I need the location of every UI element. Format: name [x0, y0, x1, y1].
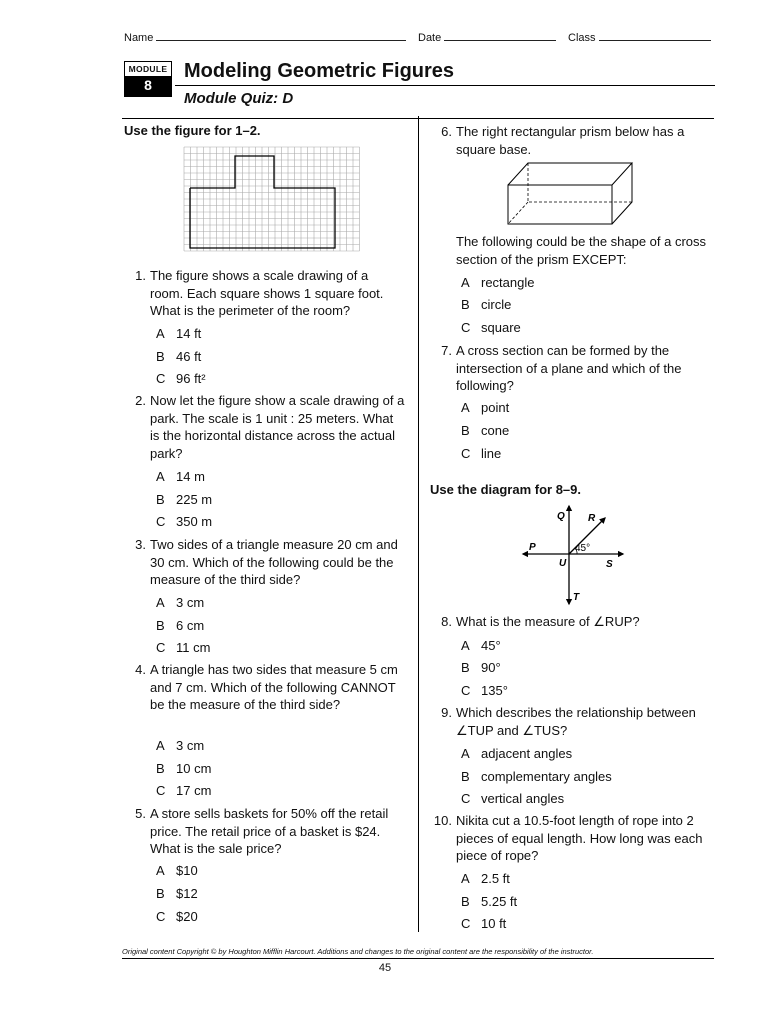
label-r: R	[588, 513, 596, 524]
q9-option-b[interactable]: B complementary angles	[461, 769, 612, 784]
q8-option-c[interactable]: C 135°	[461, 683, 508, 698]
q4-option-c[interactable]: C 17 cm	[156, 783, 212, 798]
room-outline	[190, 156, 335, 248]
label-u: U	[559, 558, 567, 569]
q9-option-a[interactable]: A adjacent angles	[461, 746, 573, 761]
title-rule	[175, 85, 715, 86]
left-lead: Use the figure for 1–2.	[124, 123, 261, 138]
q5-option-c[interactable]: C $20	[156, 909, 198, 924]
name-label: Name	[124, 32, 154, 44]
q10-option-a[interactable]: A 2.5 ft	[461, 871, 510, 886]
class-field	[568, 32, 711, 44]
q2-option-c[interactable]: C 350 m	[156, 514, 213, 529]
class-label: Class	[568, 32, 596, 44]
page-title: Modeling Geometric Figures	[184, 60, 455, 82]
q7-option-b[interactable]: B cone	[461, 423, 510, 438]
scale-drawing-figure	[183, 146, 365, 252]
prism-figure	[505, 158, 637, 228]
q10-option-b[interactable]: B 5.25 ft	[461, 894, 518, 909]
page-number: 45	[378, 962, 392, 974]
module-number: 8	[125, 76, 171, 96]
name-field	[124, 32, 406, 44]
q8-option-a[interactable]: A 45°	[461, 638, 501, 653]
q2-option-b[interactable]: B 225 m	[156, 492, 213, 507]
copyright-footer: Original content Copyright © by Houghton Mifflin Harcourt. Additions and changes to the original content are the responsibility of the instructor.	[122, 947, 594, 956]
q5-option-a[interactable]: A $10	[156, 863, 198, 878]
q9-option-c[interactable]: C vertical angles	[461, 791, 565, 806]
q3-option-c[interactable]: C 11 cm	[156, 640, 211, 655]
date-field	[418, 32, 556, 44]
q6-option-a[interactable]: A rectangle	[461, 275, 535, 290]
q1-option-c[interactable]: C 96 ft²	[156, 371, 206, 386]
angle-label: 45°	[575, 543, 591, 554]
date-label: Date	[418, 32, 442, 44]
q3-option-b[interactable]: B 6 cm	[156, 618, 205, 633]
module-label: MODULE	[128, 64, 168, 74]
q5-option-b[interactable]: B $12	[156, 886, 198, 901]
q6-option-c[interactable]: C square	[461, 320, 521, 335]
angle-diagram	[515, 500, 630, 608]
label-p: P	[529, 542, 536, 553]
q6-option-b[interactable]: B circle	[461, 297, 512, 312]
label-q: Q	[557, 511, 565, 522]
footer-rule	[122, 958, 714, 959]
module-badge	[124, 61, 172, 97]
q2-option-a[interactable]: A 14 m	[156, 469, 205, 484]
q7-option-c[interactable]: C line	[461, 446, 502, 461]
column-divider	[418, 116, 419, 932]
page-subtitle: Module Quiz: D	[184, 90, 294, 107]
right-lead: Use the diagram for 8–9.	[430, 482, 581, 497]
q1-option-a[interactable]: A 14 ft	[156, 326, 202, 341]
q4-option-b[interactable]: B 10 cm	[156, 761, 212, 776]
class-line	[599, 40, 711, 41]
date-line	[444, 40, 556, 41]
q10-option-c[interactable]: C 10 ft	[461, 916, 507, 931]
label-t: T	[573, 592, 580, 603]
label-s: S	[606, 559, 613, 570]
q7-option-a[interactable]: A point	[461, 400, 510, 415]
q8-option-b[interactable]: B 90°	[461, 660, 501, 675]
q3-option-a[interactable]: A 3 cm	[156, 595, 205, 610]
q1-option-b[interactable]: B 46 ft	[156, 349, 202, 364]
q4-option-a[interactable]: A 3 cm	[156, 738, 205, 753]
name-line	[156, 40, 406, 41]
